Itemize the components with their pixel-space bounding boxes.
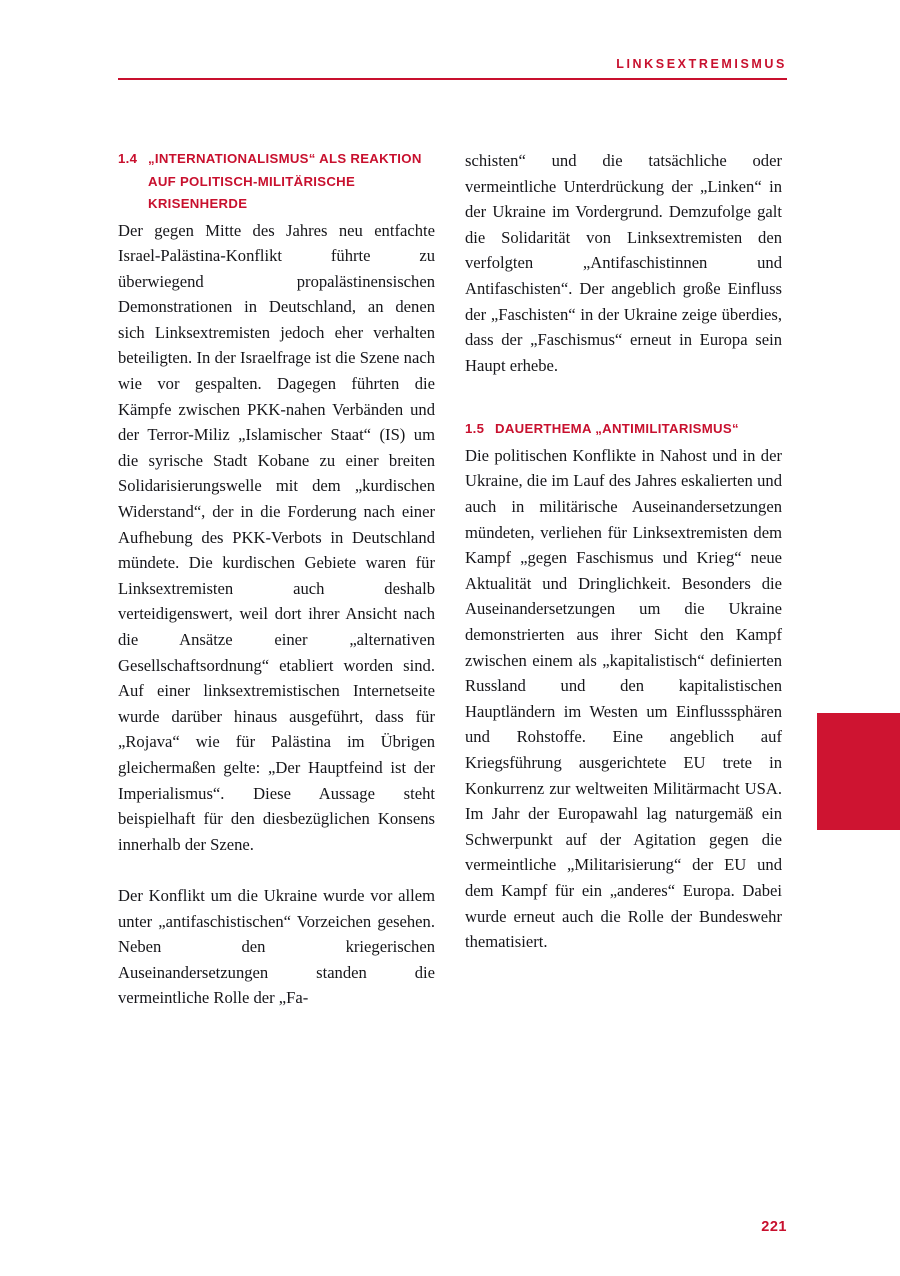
section-title: DAUERTHEMA „ANTIMILITARISMUS“ <box>495 421 739 437</box>
section-number: 1.5 <box>465 421 485 437</box>
header-divider-rule <box>118 78 787 80</box>
section-title: „INTERNATIONALISMUS“ ALS REAKTION AUF POLITISCH-MILITÄRISCHE KRISENHERDE <box>148 151 422 211</box>
paragraph: Der gegen Mitte des Jahres neu entfachte Israel-Palästina-Konflikt führte zu überwiegend propalästinensischen Demonstrationen in Deutschland, an denen sich Linksextremisten jedoch eher verhalten beteiligten. In der Israelfrage ist die Szene nach wie vor gespalten. Dagegen führten die Kämpfe zwischen PKK-nahen Verbänden und der Terror-Miliz „Islamischer Staat“ (IS) um die syrische Stadt Kobane zu einer breiten Solidarisierungswelle mit dem „kurdischen Widerstand“, der in die Forderung nach einer Aufhebung des PKK-Verbots in Deutschland mündete. Die kurdischen Gebiete waren für Linksextremisten auch deshalb verteidigenswert, weil dort ihrer Ansicht nach die Ansätze einer „alternativen Gesellschaftsordnung“ etabliert worden sind. Auf einer linksextremistischen Internetseite wurde darüber hinaus ausgeführt, dass für „Rojava“ wie für Palästina im Übrigen gleichermaßen gelte: „Der Hauptfeind ist der Imperialismus“. Diese Aussage steht beispielhaft für den diesbezüglichen Konsens innerhalb der Szene. <box>118 220 435 854</box>
edge-marker-block <box>817 713 900 830</box>
paragraph: schisten“ und die tatsächliche oder vermeintliche Unterdrückung der „Linken“ in der Ukraine im Vordergrund. Demzufolge galt die Solidarität von Linksextremisten den verfolgten „Antifaschistinnen und Antifaschisten“. Der angeblich große Einfluss der „Faschisten“ in der Ukraine zeige überdies, dass der „Faschismus“ erneut in Europa sein Haupt erhebe. <box>465 151 782 375</box>
paragraph: Der Konflikt um die Ukraine wurde vor allem unter „antifaschistischen“ Vorzeichen gesehen. Neben den kriegerischen Auseinandersetzungen standen die vermeintliche Rolle der „Fa- <box>118 885 435 1008</box>
section-number: 1.4 <box>118 151 138 166</box>
section-heading-1-5 <box>465 418 782 441</box>
right-text-column <box>465 148 782 955</box>
page-number: 221 <box>761 1219 787 1235</box>
left-text-column <box>118 148 435 1011</box>
section-heading-1-4 <box>118 148 435 216</box>
paragraph: Die politischen Konflikte in Nahost und in der Ukraine, die im Lauf des Jahres eskalierten und auch in militärische Auseinandersetzungen mündeten, verliehen für Linksextremisten dem Kampf „gegen Faschismus und Krieg“ neue Aktualität und Dringlichkeit. Besonders die Auseinandersetzungen um die Ukraine demonstrierten aus ihrer Sicht den Kampf zwischen einem als „kapitalistisch“ definierten Russland und den kapitalistischen Hauptländern im Westen um Einflusssphären und Rohstoffe. Eine angeblich auf Kriegsführung ausgerichtete EU trete in Konkurrenz zur weltweiten Militärmacht USA. Im Jahr der Europawahl lag naturgemäß ein Schwerpunkt auf der Agitation gegen die vermeintliche „Militarisierung“ der EU und dem Kampf für ein „anderes“ Europa. Dabei wurde erneut auch die Rolle der Bundeswehr thematisiert. <box>465 445 782 952</box>
running-header-title: LINKSEXTREMISMUS <box>616 57 787 71</box>
